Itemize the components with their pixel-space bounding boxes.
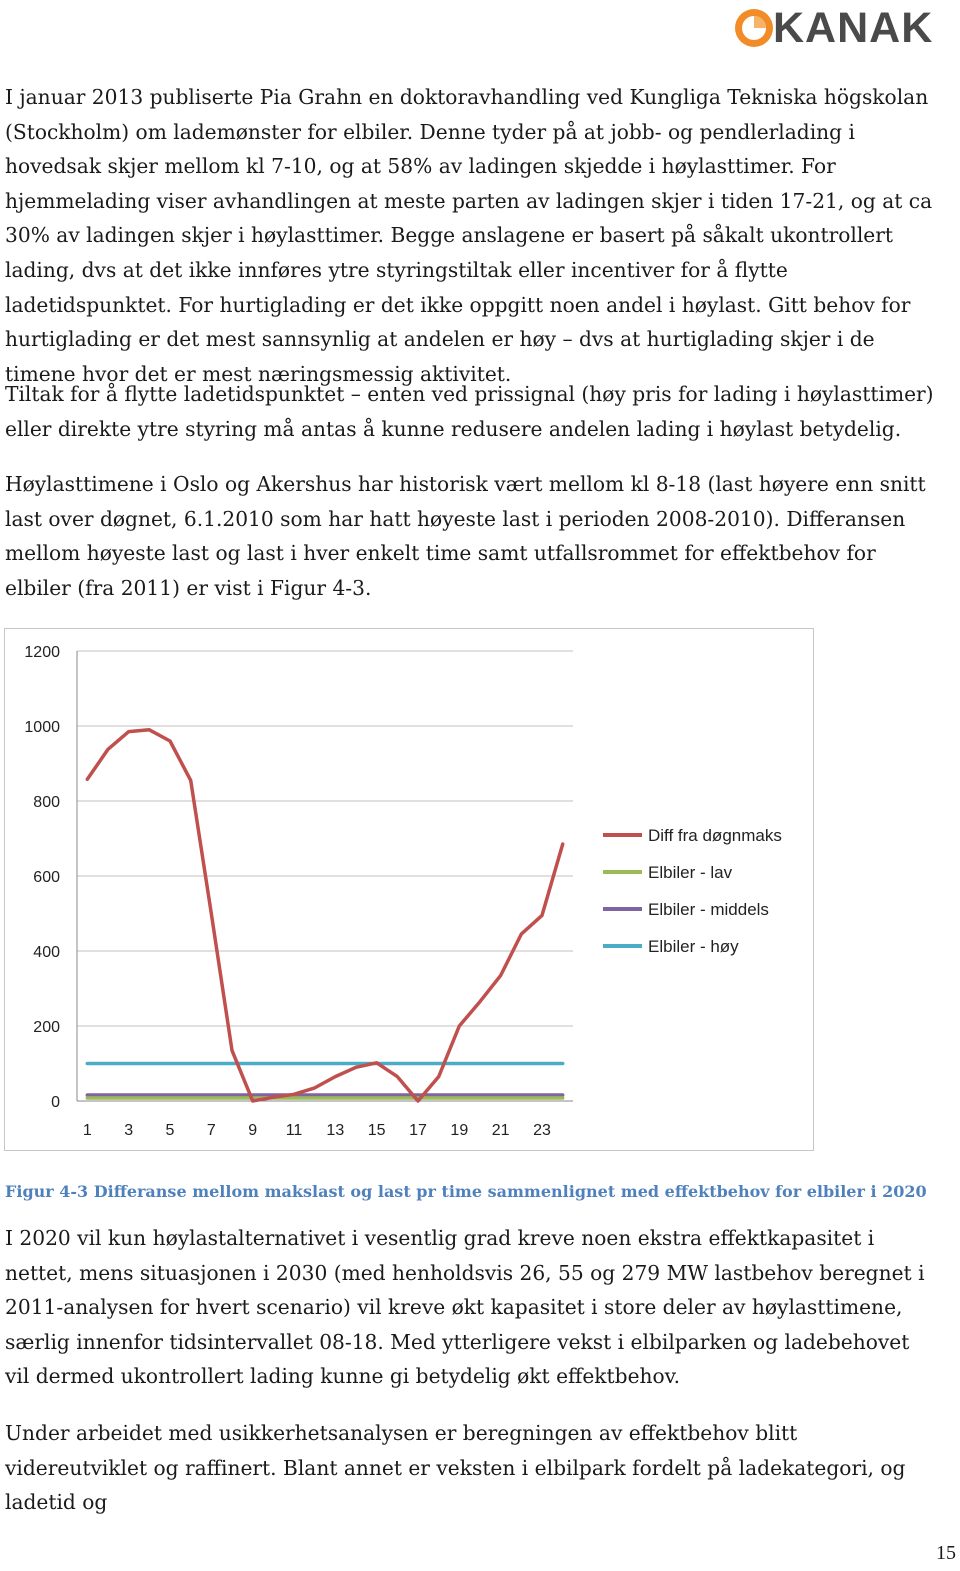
x-tick-label-19: 19 [450,1122,469,1139]
page-number: 15 [936,1542,956,1564]
figure-caption: Figur 4-3 Differanse mellom makslast og last pr time sammenlignet med effektbehov for elbiler i 2020 [5,1182,927,1201]
x-tick-label-23: 23 [533,1122,551,1139]
kanak-logo [733,4,934,52]
x-tick-label-11: 11 [285,1122,303,1139]
paragraph-grahn-study: I januar 2013 publiserte Pia Grahn en doktoravhandling ved Kungliga Tekniska högskolan (Stockholm) om lademønster for elbiler. Denne tyder på at jobb- og pendlerlading i hovedsak skjer mellom kl 7-10, og at 58% av ladingen skjedde i høylasttimer. For hjemmelading viser avhandlingen at meste parten av ladingen skjer i tiden 17-21, og at ca 30% av ladingen skjer i høylasttimer. Begge anslagene er basert på såkalt ukontrollert lading, dvs at det ikke innføres ytre styringstiltak eller incentiver for å flytte ladetidspunktet. For hurtiglading er det ikke oppgitt noen andel i høylast. Gitt behov for hurtiglading er det mest sannsynlig at andelen er høy – dvs at hurtiglading skjer i de timene hvor det er mest næringsmessig aktivitet. [5,85,933,386]
y-tick-label-600: 600 [33,869,60,886]
x-tick-label-9: 9 [248,1122,258,1139]
legend-label-4: Elbiler - høy [648,937,739,956]
paragraph-2020-capacity: I 2020 vil kun høylastalternativet i vesentlig grad kreve noen ekstra effektkapasitet i nettet, mens situasjonen i 2030 (med henholdsvis 26, 55 og 279 MW lastbehov beregnet i 2011-analysen for hvert scenario) vil kreve økt kapasitet i store deler av høylasttimene, særlig innenfor tidsintervallet 08-18. Med ytterligere vekst i elbilparken og ladebehovet vil dermed ukontrollert lading kunne gi betydelig økt effektbehov. [5,1226,925,1389]
x-tick-label-1: 1 [82,1122,92,1139]
x-tick-label-5: 5 [165,1122,175,1139]
figure-4-3-chart [4,628,814,1151]
logo-wordmark: KANAK [773,4,934,52]
x-tick-label-7: 7 [206,1122,216,1139]
x-tick-label-21: 21 [491,1122,510,1139]
x-tick-label-15: 15 [367,1122,386,1139]
kanak-logo-icon [733,6,777,50]
y-tick-label-0: 0 [51,1094,60,1111]
x-tick-label-13: 13 [326,1122,345,1139]
x-tick-label-3: 3 [124,1122,134,1139]
x-tick-label-17: 17 [409,1122,427,1139]
series-line-1 [87,730,562,1101]
y-tick-label-200: 200 [33,1019,60,1036]
legend-label-3: Elbiler - middels [648,900,769,919]
y-tick-label-1200: 1200 [24,644,60,661]
y-tick-label-800: 800 [33,794,60,811]
legend-label-2: Elbiler - lav [648,863,733,882]
paragraph-shift-measures: Tiltak for å flytte ladetidspunktet – enten ved prissignal (høy pris for lading i høylasttimer) eller direkte ytre styring må antas å kunne redusere andelen lading i høylast betydelig. [5,382,934,441]
line-chart [5,629,813,1150]
y-tick-label-400: 400 [33,944,60,961]
y-tick-label-1000: 1000 [24,719,60,736]
paragraph-uncertainty-analysis: Under arbeidet med usikkerhetsanalysen er beregningen av effektbehov blitt videreutviklet og raffinert. Blant annet er veksten i elbilpark fordelt på ladekategori, og ladetid og [5,1421,906,1515]
paragraph-peak-hours: Høylasttimene i Oslo og Akershus har historisk vært mellom kl 8-18 (last høyere enn snitt last over døgnet, 6.1.2010 som har hatt høyeste last i perioden 2008-2010). Differansen mellom høyeste last og last i hver enkelt time samt utfallsrommet for effektbehov for elbiler (fra 2011) er vist i Figur 4-3. [5,472,926,600]
legend-label-1: Diff fra døgnmaks [648,826,782,845]
